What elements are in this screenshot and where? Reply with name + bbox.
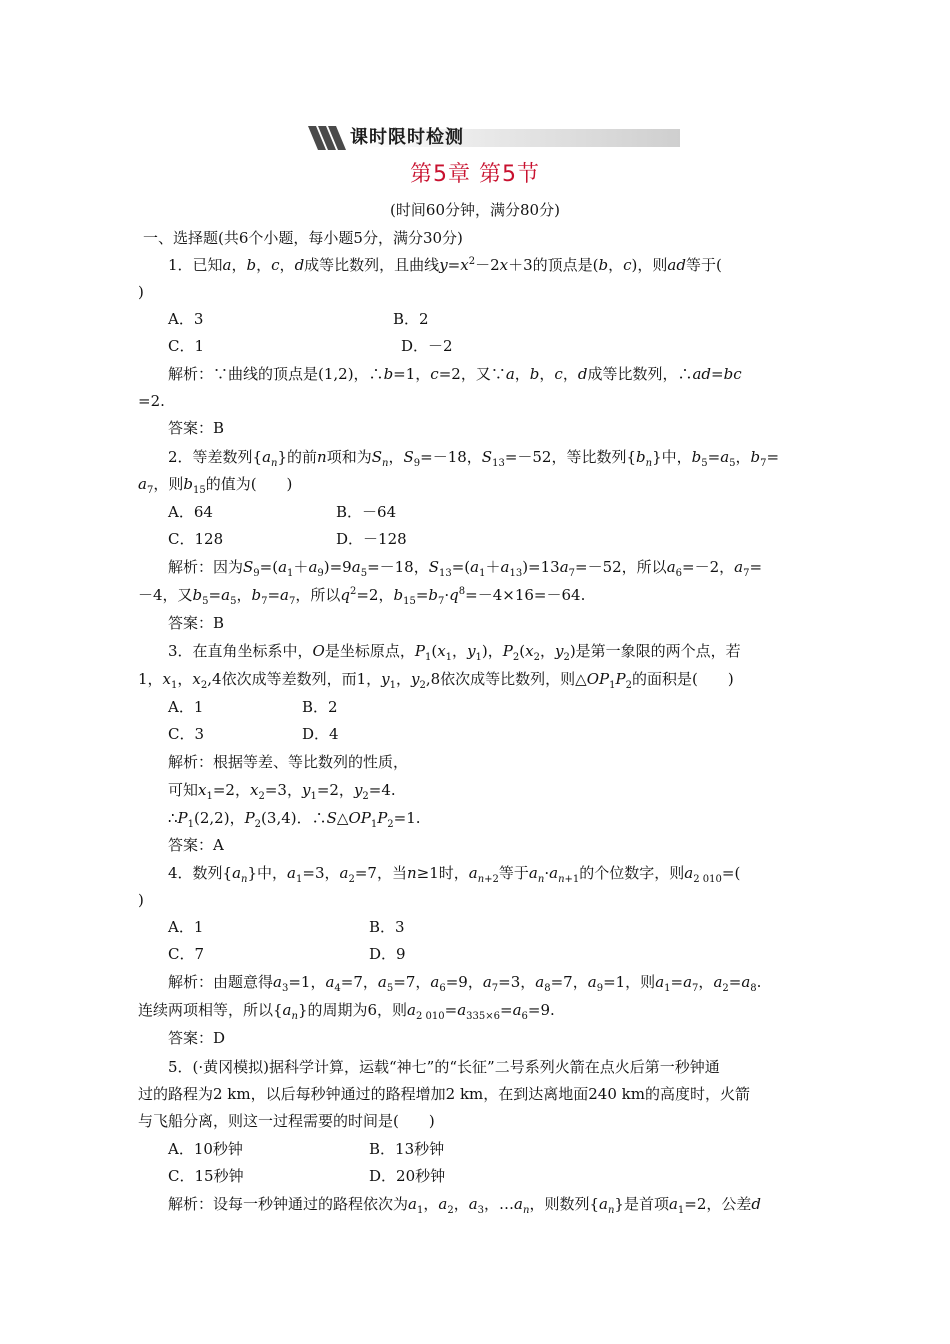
q2-option-d: D．－128 (336, 530, 407, 548)
chapter-title: 第5章 第5节 (410, 162, 540, 187)
stripes-icon (306, 126, 346, 150)
q5-stem-2: 过的路程为2 km，以后每秒钟通过的路程增加2 km，在到达离地面240 km的高度时，火箭 (138, 1085, 750, 1103)
section-banner (306, 126, 680, 150)
q2-stem: 2．等差数列$\{a_n\}$的前n项和为$S_n$，$S_9=-18$，$S_{13}=-52$，等比数列$\{b_n\}$中，$b_5=a_5$，$b_7=$ (168, 448, 780, 469)
q5-option-d: D．20秒钟 (369, 1167, 446, 1185)
q3-option-c: C．3 (168, 725, 205, 743)
q1-answer: 答案：B (168, 419, 225, 437)
q4-option-a: A．1 (168, 918, 204, 936)
q4-option-d: D．9 (369, 945, 406, 963)
q3-solution-2: 可知$x_1=2$，$x_2=3$，$y_1=2$，$y_2=4$. (168, 781, 396, 802)
q1-option-d: D．－2 (401, 337, 453, 355)
q5-option-a: A．10秒钟 (168, 1140, 243, 1158)
q1-solution: 解析：∵曲线的顶点是(1,2)，∴b=1，c=2，又∵a，b，c，d成等比数列，∴ad=bc (168, 365, 742, 383)
q1-option-b: B．2 (393, 310, 429, 328)
time-note: (时间60分钟，满分80分) (390, 201, 560, 219)
q3-solution-3: $\therefore P_1(2,2)$，$P_2(3,4)$．$\therefore S\triangle OP_1P_2=1$. (168, 809, 421, 830)
q2-stem-wrap: $a_7$，则$b_{15}$的值为( ) (138, 475, 293, 496)
q2-answer: 答案：B (168, 614, 225, 632)
q5-option-c: C．15秒钟 (168, 1167, 244, 1185)
q5-stem-1: 5．(·黄冈模拟)据科学计算，运载“神七”的“长征”二号系列火箭在点火后第一秒钟通 (168, 1058, 720, 1076)
q4-option-c: C．7 (168, 945, 205, 963)
q5-stem-3: 与飞船分离，则这一过程需要的时间是( ) (138, 1112, 435, 1130)
q2-option-a: A．64 (168, 503, 213, 521)
q3-solution-1: 解析：根据等差、等比数列的性质， (168, 753, 409, 771)
q4-stem: 4．数列$\{a_n\}$中，$a_1=3$，$a_2=7$，当n≥1时，$a_{n+2}$等于$a_n\cdot a_{n+1}$的个位数字，则$a_{2 010}=$( (168, 864, 741, 885)
q2-option-c: C．128 (168, 530, 224, 548)
q4-solution-wrap: 连续两项相等，所以$\{a_n\}$的周期为6，则$a_{2 010}=a_{335\times 6}=a_6=9$. (138, 1001, 555, 1022)
q1-option-c: C．1 (168, 337, 205, 355)
q1-option-a: A．3 (168, 310, 204, 328)
q4-option-b: B．3 (369, 918, 405, 936)
q4-answer: 答案：D (168, 1029, 226, 1047)
q5-option-b: B．13秒钟 (369, 1140, 445, 1158)
q3-stem: 3．在直角坐标系中，O是坐标原点，$P_1(x_1$，$y_1$)，$P_2(x_2$，$y_2$)是第一象限的两个点，若 (168, 642, 741, 663)
q2-option-b: B．－64 (336, 503, 397, 521)
q1-stem: 1．已知a，b，c，d成等比数列，且曲线$y=x^2-2x+3$的顶点是(b，c)，则ad等于( (168, 256, 722, 274)
q1-stem-wrap: ) (138, 283, 144, 301)
q3-option-b: B．2 (302, 698, 338, 716)
q2-solution-wrap: －4，又$b_5=a_5$，$b_7=a_7$，所以$q^2=2$，$b_{15}=b_7\cdot q^8=-4\times 16=-64$. (138, 586, 586, 607)
q4-solution: 解析：由题意得$a_3=1$，$a_4=7$，$a_5=7$，$a_6=9$，$a_7=3$，$a_8=7$，$a_9=1$，则$a_1=a_7$，$a_2=a_8$. (168, 973, 762, 994)
section-heading: 一、选择题(共6个小题，每小题5分，满分30分) (143, 229, 463, 247)
q3-option-a: A．1 (168, 698, 204, 716)
q1-solution-wrap: =2. (138, 392, 165, 410)
q2-solution: 解析：因为$S_9=(a_1+a_9)=9a_5=-18$，$S_{13}=(a_1+a_{13})=13a_7=-52$，所以$a_6=-2$，$a_7=$ (168, 558, 763, 579)
q4-stem-wrap: ) (138, 891, 144, 909)
q3-option-d: D．4 (302, 725, 339, 743)
section-title: 课时限时检测 (350, 127, 464, 148)
q5-solution: 解析：设每一秒钟通过的路程依次为$a_1$，$a_2$，$a_3$，$\dots a_n$，则数列$\{a_n\}$是首项$a_1=2$，公差d (168, 1195, 762, 1216)
q3-answer: 答案：A (168, 836, 224, 854)
q3-stem-wrap: 1，$x_1$，$x_2,4$依次成等差数列，而1，$y_1$，$y_2,8$依次成等比数列，则$\triangle OP_1P_2$的面积是( ) (138, 670, 734, 691)
